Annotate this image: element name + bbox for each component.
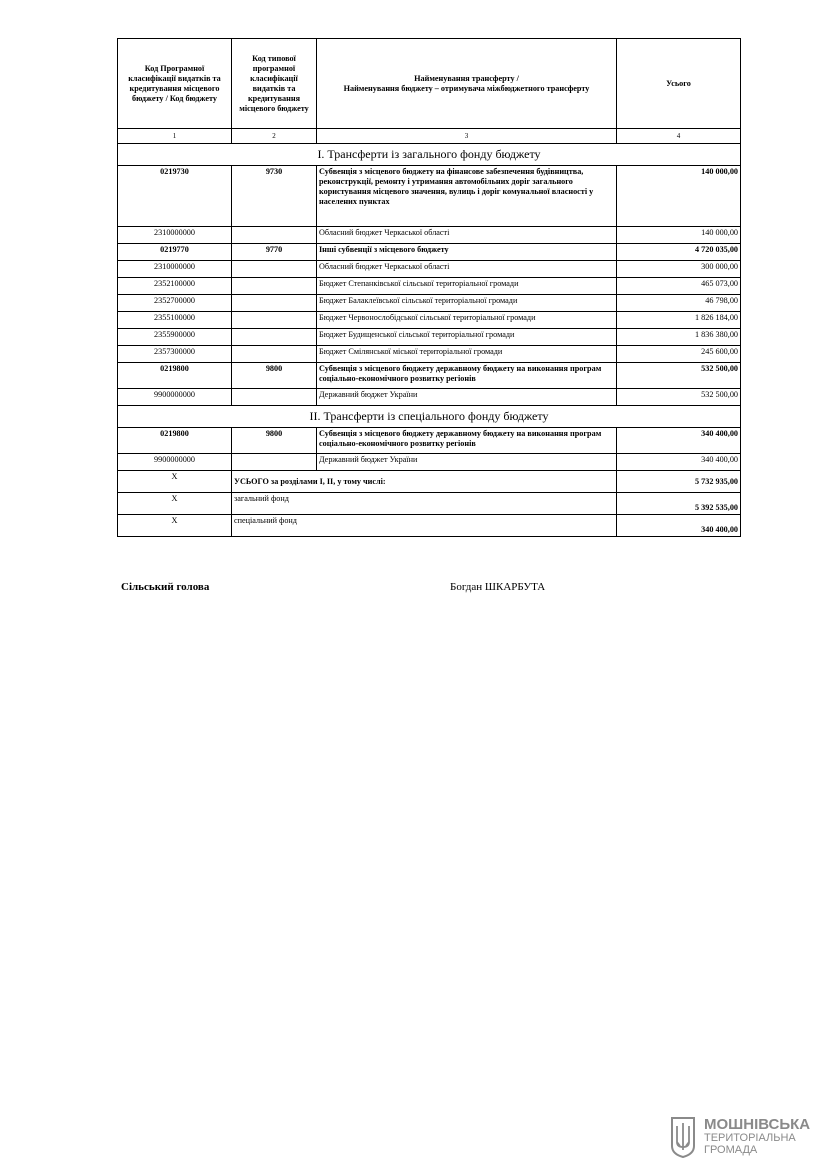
- amount: 245 600,00: [617, 346, 741, 363]
- header-transfer-name-line1: Найменування трансферту /: [414, 73, 519, 83]
- header-program-code: Код Програмної класифікації видатків та кредитування місцевого бюджету / Код бюджету: [118, 39, 232, 129]
- total-label: спеціальний фонд: [232, 515, 617, 537]
- amount: 532 500,00: [617, 389, 741, 406]
- column-number: 3: [317, 129, 617, 144]
- type-code: [232, 227, 317, 244]
- amount: 1 826 184,00: [617, 312, 741, 329]
- amount: 4 720 035,00: [617, 244, 741, 261]
- trident-emblem-icon: [668, 1116, 698, 1158]
- table-header-row: [118, 39, 741, 129]
- budget-name: Державний бюджет України: [317, 454, 617, 471]
- table-row: [118, 166, 741, 227]
- table-row: [118, 227, 741, 244]
- total-label: УСЬОГО за розділами I, II, у тому числі:: [232, 471, 617, 493]
- amount: 140 000,00: [617, 227, 741, 244]
- total-row: [118, 493, 741, 515]
- type-code: 9730: [232, 166, 317, 227]
- logo-line3: ГРОМАДА: [704, 1144, 758, 1156]
- budget-code: 2357300000: [118, 346, 232, 363]
- budget-name: Обласний бюджет Черкаської області: [317, 261, 617, 278]
- type-code: [232, 454, 317, 471]
- logo-line2: ТЕРИТОРІАЛЬНА: [704, 1132, 796, 1144]
- table-row: [118, 295, 741, 312]
- section-title-row: [118, 406, 741, 428]
- type-code: [232, 389, 317, 406]
- column-number: 4: [617, 129, 741, 144]
- type-code: [232, 278, 317, 295]
- section-title-row: [118, 144, 741, 166]
- amount: 1 836 380,00: [617, 329, 741, 346]
- column-number: 1: [118, 129, 232, 144]
- type-code: 9770: [232, 244, 317, 261]
- column-number: 2: [232, 129, 317, 144]
- column-numbers-row: [118, 129, 741, 144]
- program-code: 0219800: [118, 428, 232, 454]
- type-code: [232, 346, 317, 363]
- total-row: [118, 471, 741, 493]
- total-mark: X: [118, 493, 232, 515]
- type-code: [232, 329, 317, 346]
- amount: 140 000,00: [617, 166, 741, 227]
- budget-name: Бюджет Будищенської сільської територіальної громади: [317, 329, 617, 346]
- total-amount: 5 392 535,00: [617, 493, 741, 515]
- program-code: 0219770: [118, 244, 232, 261]
- program-code: 0219730: [118, 166, 232, 227]
- transfer-name: Субвенція з місцевого бюджету державному бюджету на виконання програм соціально-економічного розвитку регіонів: [317, 363, 617, 389]
- budget-name: Обласний бюджет Черкаської області: [317, 227, 617, 244]
- budget-code: 2355100000: [118, 312, 232, 329]
- table-row: [118, 428, 741, 454]
- transfer-name: Субвенція з місцевого бюджету державному бюджету на виконання програм соціально-економічного розвитку регіонів: [317, 428, 617, 454]
- type-code: 9800: [232, 363, 317, 389]
- table-row: [118, 346, 741, 363]
- amount: 300 000,00: [617, 261, 741, 278]
- budget-code: 9900000000: [118, 454, 232, 471]
- total-amount: 340 400,00: [617, 515, 741, 537]
- logo-line1: МОШНІВСЬКА: [704, 1116, 811, 1133]
- header-total: Усього: [617, 39, 741, 129]
- budget-code: 2352700000: [118, 295, 232, 312]
- table-row: [118, 363, 741, 389]
- table-row: [118, 454, 741, 471]
- transfer-name: Інші субвенції з місцевого бюджету: [317, 244, 617, 261]
- total-label: загальний фонд: [232, 493, 617, 515]
- header-type-code: Код типової програмної класифікації видатків та кредитування місцевого бюджету: [232, 39, 317, 129]
- type-code: [232, 261, 317, 278]
- total-mark: X: [118, 515, 232, 537]
- transfers-table: [117, 38, 741, 537]
- transfer-name: Субвенція з місцевого бюджету на фінансове забезпечення будівництва, реконструкції, ремонту і утримання автомобільних доріг загального користування місцевого значення, вулиць і доріг комунальної власності у населених пунктах: [317, 166, 617, 227]
- amount: 340 400,00: [617, 454, 741, 471]
- header-transfer-name-line2: Найменування бюджету – отримувача міжбюджетного трансферту: [343, 83, 590, 93]
- budget-code: 2352100000: [118, 278, 232, 295]
- total-row: [118, 515, 741, 537]
- table-row: [118, 261, 741, 278]
- type-code: 9800: [232, 428, 317, 454]
- header-transfer-name: [317, 39, 617, 129]
- budget-code: 9900000000: [118, 389, 232, 406]
- section-title: II. Трансферти із спеціального фонду бюджету: [118, 406, 741, 428]
- budget-name: Бюджет Балаклеївської сільської територіальної громади: [317, 295, 617, 312]
- total-mark: X: [118, 471, 232, 493]
- amount: 532 500,00: [617, 363, 741, 389]
- budget-name: Бюджет Смілянської міської територіальної громади: [317, 346, 617, 363]
- community-logo: [668, 1116, 811, 1160]
- budget-code: 2310000000: [118, 261, 232, 278]
- signature-title: Сільський голова: [121, 581, 210, 593]
- budget-code: 2310000000: [118, 227, 232, 244]
- amount: 340 400,00: [617, 428, 741, 454]
- table-row: [118, 312, 741, 329]
- budget-name: Бюджет Червонослобідської сільської територіальної громади: [317, 312, 617, 329]
- budget-code: 2355900000: [118, 329, 232, 346]
- table-row: [118, 278, 741, 295]
- budget-name: Державний бюджет України: [317, 389, 617, 406]
- table-row: [118, 329, 741, 346]
- type-code: [232, 295, 317, 312]
- signature-name: Богдан ШКАРБУТА: [450, 581, 546, 593]
- table-row: [118, 389, 741, 406]
- program-code: 0219800: [118, 363, 232, 389]
- budget-name: Бюджет Степанківської сільської територіальної громади: [317, 278, 617, 295]
- section-title: I. Трансферти із загального фонду бюджету: [118, 144, 741, 166]
- table-row: [118, 244, 741, 261]
- type-code: [232, 312, 317, 329]
- amount: 46 798,00: [617, 295, 741, 312]
- amount: 465 073,00: [617, 278, 741, 295]
- total-amount: 5 732 935,00: [617, 471, 741, 493]
